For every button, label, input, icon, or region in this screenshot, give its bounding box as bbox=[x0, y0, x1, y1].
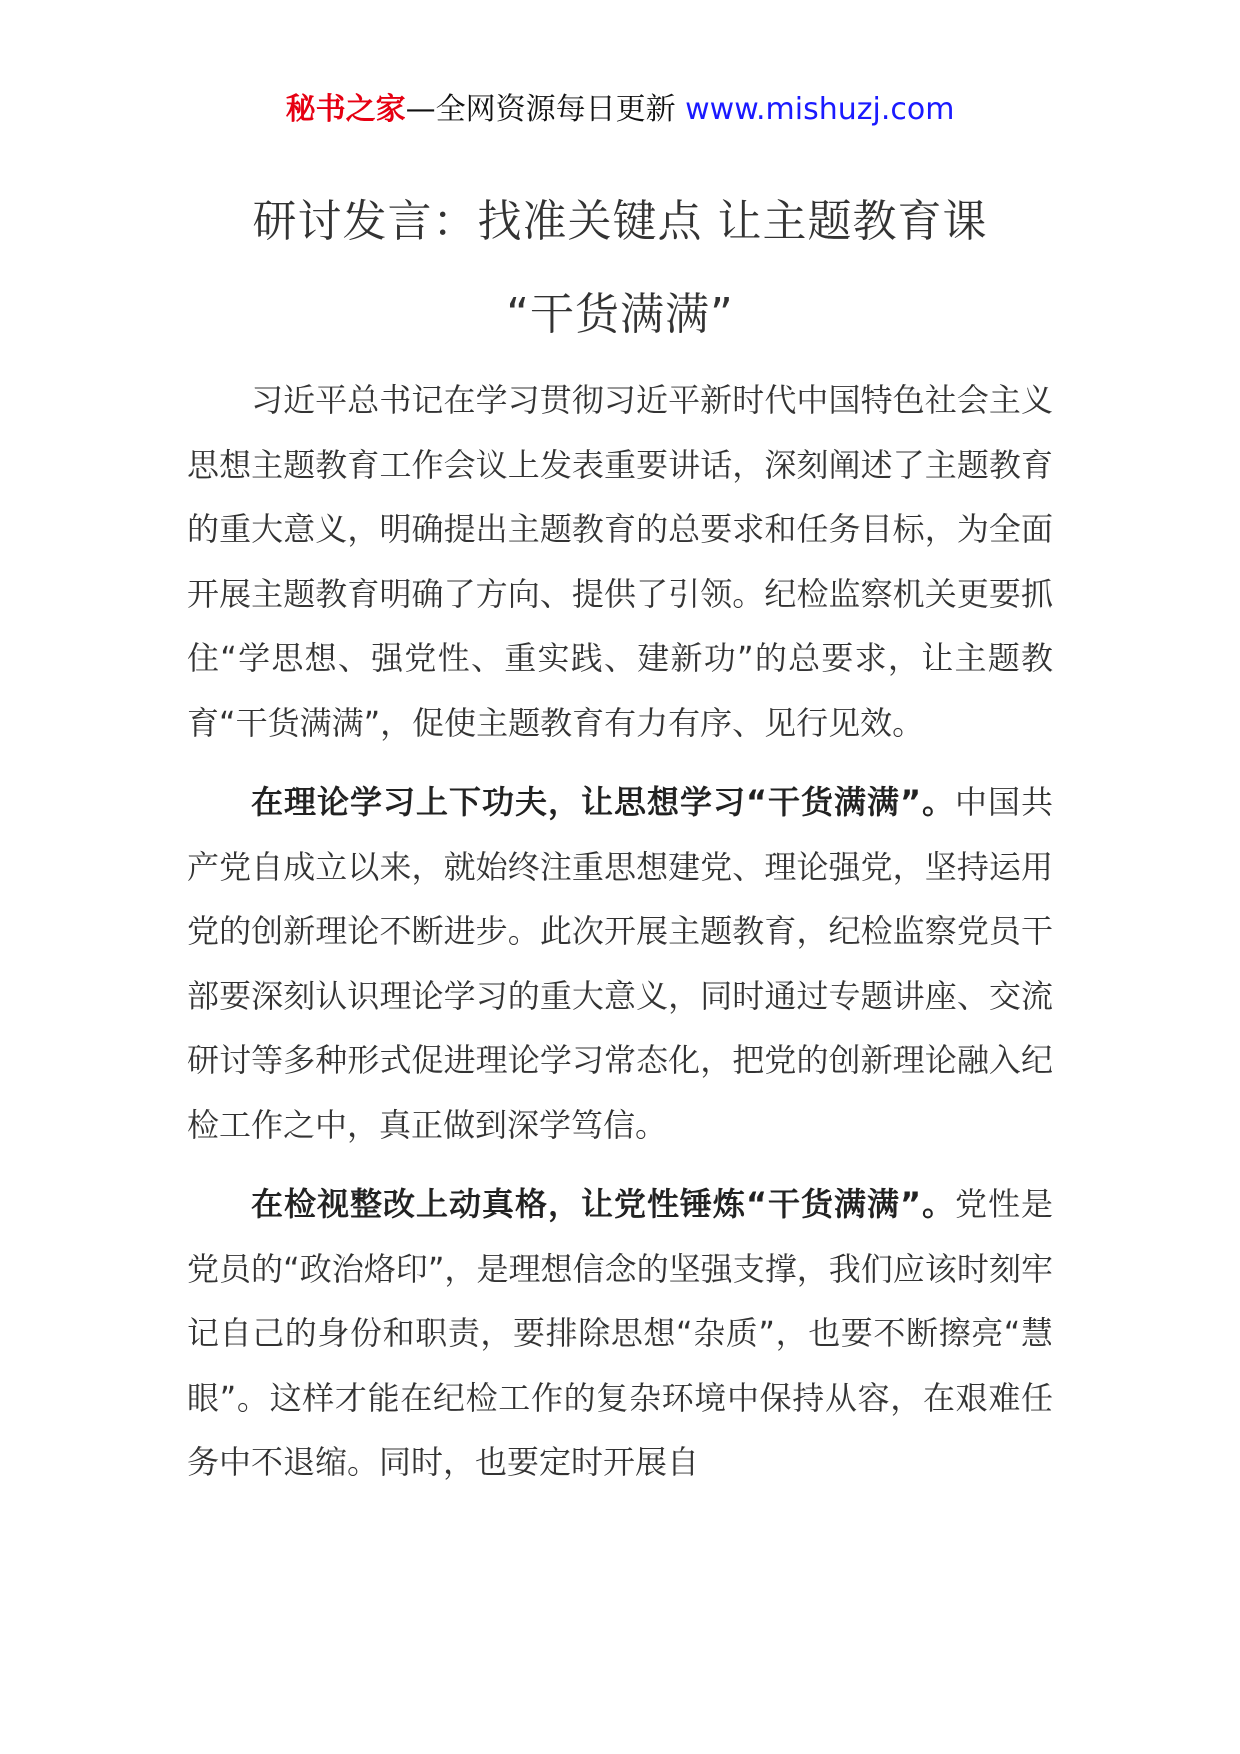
site-header bbox=[0, 88, 1240, 132]
paragraph-text: 习近平总书记在学习贯彻习近平新时代中国特色社会主义思想主题教育工作会议上发表重要讲话，深刻阐述了主题教育的重大意义，明确提出主题教育的总要求和任务目标，为全面开展主题教育明确了方向、提供了引领。纪检监察机关更要抓住“学思想、强党性、重实践、建新功”的总要求，让主题教育“干货满满”，促使主题教育有力有序、见行见效。 bbox=[187, 381, 1053, 742]
paragraph-rectification bbox=[187, 1172, 1053, 1495]
document-title-line-1: 研讨发言：找准关键点 让主题教育课 bbox=[252, 196, 988, 247]
paragraph-text: 中国共产党自成立以来，就始终注重思想建党、理论强党，坚持运用党的创新理论不断进步。此次开展主题教育，纪检监察党员干部要深刻认识理论学习的重大意义，同时通过专题讲座、交流研讨等多种形式促进理论学习常态化，把党的创新理论融入纪检工作之中，真正做到深学笃信。 bbox=[187, 783, 1053, 1144]
paragraph-lead: 在理论学习上下功夫，让思想学习“干货满满”。 bbox=[251, 783, 955, 821]
paragraph-text: 党性是党员的“政治烙印”，是理想信念的坚强支撑，我们应该时刻牢记自己的身份和职责，要排除思想“杂质”，也要不断擦亮“慧眼”。这样才能在纪检工作的复杂环境中保持从容，在艰难任务中不退缩。同时，也要定时开展自 bbox=[187, 1185, 1053, 1481]
paragraph-intro bbox=[187, 368, 1053, 755]
paragraph-theory-study bbox=[187, 770, 1053, 1157]
document-title-line-2: “干货满满” bbox=[506, 289, 734, 340]
paragraph-lead: 在检视整改上动真格，让党性锤炼“干货满满”。 bbox=[251, 1185, 955, 1223]
site-brand: 秘书之家 bbox=[285, 92, 406, 127]
site-url-link[interactable]: www.mishuzj.com bbox=[685, 92, 955, 127]
document-body bbox=[187, 368, 1053, 1510]
site-slogan: —全网资源每日更新 bbox=[405, 92, 686, 127]
